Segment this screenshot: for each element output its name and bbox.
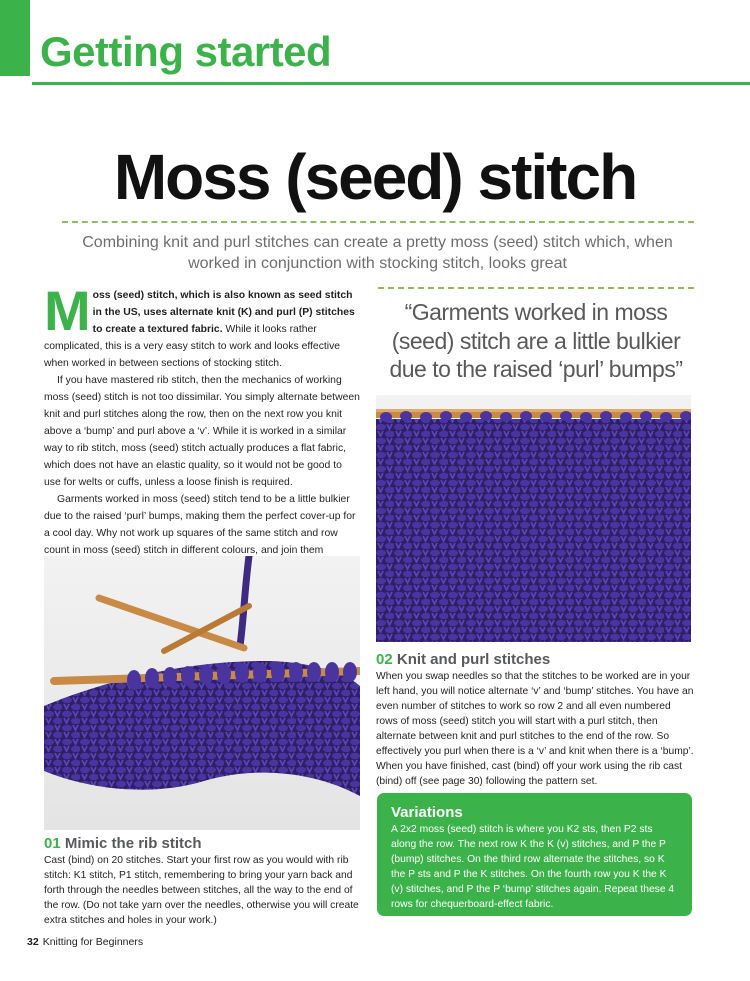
- pull-quote: “Garments worked in moss (seed) stitch are a little bulkier due to the raised ‘purl’ bumps”: [389, 299, 683, 382]
- step-1-number: 01: [44, 835, 61, 852]
- section-color-bar: [0, 0, 30, 76]
- body-paragraph: If you have mastered rib stitch, then the mechanics of working moss (seed) stitch is not too dissimilar. You simply alternate between knit and purl stitches along the row, then on the next row you knit above a ‘bump’ and purl above a ‘v’. While it is worked in a similar way to rib stitch, moss (seed) stitch actually produces a flat fabric, which does not have an elastic quality, so it would not be good to use for welts or cuffs, unless a loose finish is required.: [44, 375, 360, 488]
- step-2-number: 02: [376, 651, 393, 668]
- step-1-heading: [44, 835, 202, 852]
- drop-cap: M: [44, 279, 91, 342]
- header-rule: [32, 82, 750, 85]
- page-footer: [27, 936, 143, 948]
- variations-text: A 2x2 moss (seed) stitch is where you K2 sts, then P2 sts along the row. The next row K the K (v) stitches, and P the P (bump) stitches. On the third row alternate the stitches, so K the P sts and P the K stitches. On the fourth row you K the K (v) stitches, and P the P ‘bump’ stitches again. Repeat these 4 rows for chequerboard-effect fabric.: [391, 824, 675, 910]
- section-title: Getting started: [40, 28, 332, 75]
- rib-stitch-needles-photo: [44, 556, 360, 830]
- step-1-title: Mimic the rib stitch: [64, 835, 202, 852]
- page-title: Moss (seed) stitch: [113, 141, 637, 213]
- step-1-text: Cast (bind) on 20 stitches. Start your first row as you would with rib stitch: K1 stitch, P1 stitch, remembering to bring your yarn back and forth through the needles between stitches, all the way to the end of the row. (Do not take yarn over the needles, otherwise you will create extra stitches and holes in your work.): [44, 855, 359, 926]
- lead-sentence: oss (seed) stitch, which is also known as seed stitch in the US, uses alternate knit (K) and purl (P) stitches to create a textured fabric.: [92, 290, 355, 335]
- quote-divider: [378, 287, 694, 289]
- title-divider: [62, 221, 694, 223]
- page-number: 32: [27, 936, 39, 948]
- body-paragraph: Garments worked in moss (seed) stitch tend to be a little bulkier due to the raised ‘purl’ bumps, making them the perfect cover-up for a cool day. Why not work up squares of the same stitch and row count in moss (seed) stitch in different colours, and join them: [44, 494, 356, 556]
- step-2-text: When you swap needles so that the stitches to be worked are in your left hand, you will notice alternate ‘v’ and ‘bump’ stitches. You have an even number of stitches to work so row 2 and all even numbered rows of moss (seed) stitch you will start with a purl stitch, then alternate between knit and purl stitches to the end of the row. So effectively you purl when there is a ‘v’ and knit when there is a ‘bump’. When you have finished, cast (bind) off your work using the rib cast (bind) off (see page 30) following the pattern set.: [376, 671, 694, 787]
- step-2-title: Knit and purl stitches: [396, 651, 551, 668]
- standfirst: Combining knit and purl stitches can create a pretty moss (seed) stitch which, when worked in conjunction with stocking stitch, looks great: [82, 234, 673, 272]
- step-2-heading: [376, 651, 550, 668]
- body-text: [44, 279, 360, 593]
- publication-name: Knitting for Beginners: [42, 936, 144, 948]
- moss-stitch-swatch-photo: [376, 395, 691, 642]
- variations-box: [377, 793, 692, 916]
- variations-title: Variations: [391, 804, 463, 821]
- lead-continuation: While it looks rather complicated, this is a very easy stitch to work and looks effective when worked in between sections of stocking stitch.: [44, 324, 341, 369]
